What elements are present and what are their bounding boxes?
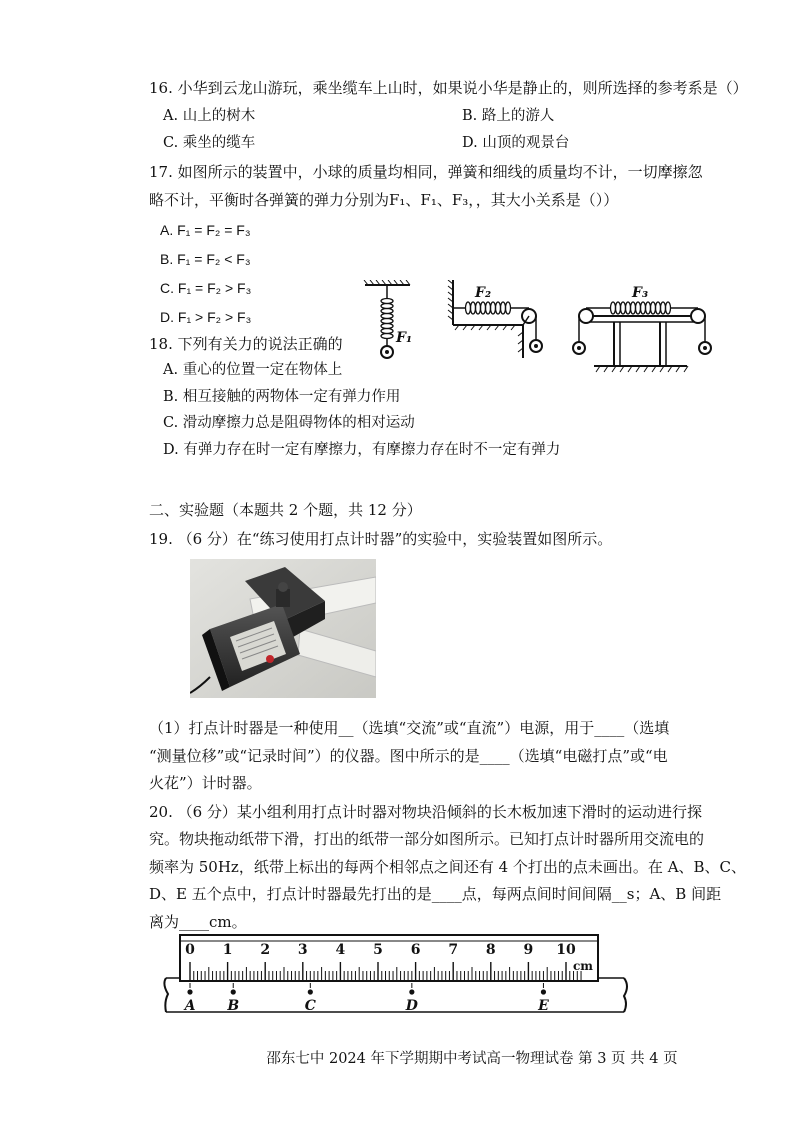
tape-point-label: D: [405, 998, 418, 1014]
tape-point-dot: [187, 989, 192, 994]
q19-stem: 19. （6 分）在“练习使用打点计时器”的实验中，实验装置如图所示。: [149, 530, 613, 548]
tape-point-dot: [409, 989, 414, 994]
q18-option-d: D. 有弹力存在时一定有摩擦力，有摩擦力存在时不一定有弹力: [163, 442, 561, 458]
q19-part1-line1: （1）打点计时器是一种使用__（选填“交流”或“直流”）电源，用于____（选填: [149, 719, 670, 737]
spring-figure-1: [360, 280, 420, 365]
ruler-number: 8: [485, 942, 496, 958]
q17-option-b: B. F₁ = F₂ < F₃: [160, 251, 251, 267]
ruler-number: 10: [556, 942, 576, 958]
q17-option-d: D. F₁ > F₂ > F₃: [160, 309, 252, 325]
ruler-number: 1: [222, 942, 233, 958]
q18-option-b: B. 相互接触的两物体一定有弹力作用: [163, 389, 401, 405]
q20-line3: 频率为 50Hz，纸带上标出的每两个相邻点之间还有 4 个打出的点未画出。在 A、B、C、: [149, 858, 747, 876]
f2-label: F₂: [475, 285, 492, 301]
ruler-number: 0: [185, 942, 195, 958]
q16-option-b: B. 路上的游人: [462, 108, 555, 124]
q17-stem-line2: 略不计，平衡时各弹簧的弹力分别为F₁、F₁、F₃，，其大小关系是（））: [149, 191, 619, 209]
page-footer: 邵东七中 2024 年下学期期中考试高一物理试卷 第 3 页 共 4 页: [266, 1051, 678, 1067]
tape-point-label: E: [538, 998, 549, 1014]
ruler-number: 6: [410, 942, 421, 958]
q17-stem-line1: 17. 如图所示的装置中，小球的质量均相同，弹簧和细线的质量均不计，一切摩擦忽: [149, 163, 703, 181]
q20-line4: D、E 五个点中，打点计时器最先打出的是____点，每两点间时间间隔__s；A、B 间距: [149, 885, 722, 903]
q20-line2: 究。物块拖动纸带下滑，打出的纸带一部分如图所示。已知打点计时器所用交流电的: [149, 830, 705, 848]
q20-line1: 20. （6 分）某小组利用打点计时器对物块沿倾斜的长木板加速下滑时的运动进行探: [149, 803, 702, 821]
q16-option-d: D. 山顶的观景台: [462, 135, 570, 151]
dot-timer-photo: [190, 559, 376, 698]
q17-option-a: A. F₁ = F₂ = F₃: [160, 222, 251, 238]
tape-point-dot: [541, 989, 546, 994]
tape-right-tear: [624, 978, 627, 1012]
q18-stem: 18. 下列有关力的说法正确的: [149, 335, 343, 353]
q16-option-c: C. 乘坐的缆车: [163, 135, 256, 151]
tape-left-tear: [164, 978, 168, 1012]
q19-part1-line3: 火花”）计时器。: [149, 774, 262, 792]
tape-point-label: B: [227, 998, 240, 1014]
q19-part1-line2: “测量位移”或“记录时间”）的仪器。图中所示的是____（选填“电磁打点”或“电: [149, 747, 668, 765]
spring-figure-3: [572, 280, 712, 375]
f1-label: F₁: [396, 330, 413, 346]
ruler-number: 2: [260, 942, 271, 958]
ruler-number: 5: [373, 942, 383, 958]
ruler-number: 4: [335, 942, 346, 958]
f3-label: F₃: [632, 285, 649, 301]
tape-point-label: C: [304, 998, 316, 1014]
ruler-with-tape: [162, 932, 634, 1022]
q18-option-a: A. 重心的位置一定在物体上: [163, 362, 343, 378]
tape-point-label: A: [184, 998, 196, 1014]
q16-option-a: A. 山上的树木: [163, 108, 256, 124]
ruler-number: 3: [297, 942, 308, 958]
q16-stem: 16. 小华到云龙山游玩，乘坐缆车上山时，如果说小华是静止的，则所选择的参考系是（）: [149, 79, 748, 97]
q20-line5: 离为____cm。: [149, 913, 247, 931]
tape-point-dot: [308, 989, 313, 994]
ruler-number: 9: [523, 942, 534, 958]
ruler-unit-label: cm: [573, 959, 594, 973]
q18-option-c: C. 滑动摩擦力总是阻碍物体的相对运动: [163, 415, 415, 431]
q17-option-c: C. F₁ = F₂ > F₃: [160, 280, 252, 296]
section-2-title: 二、实验题（本题共 2 个题，共 12 分）: [149, 501, 422, 519]
tape-point-dot: [231, 989, 236, 994]
ruler-number: 7: [448, 942, 459, 958]
spring-figure-2: [445, 280, 550, 360]
